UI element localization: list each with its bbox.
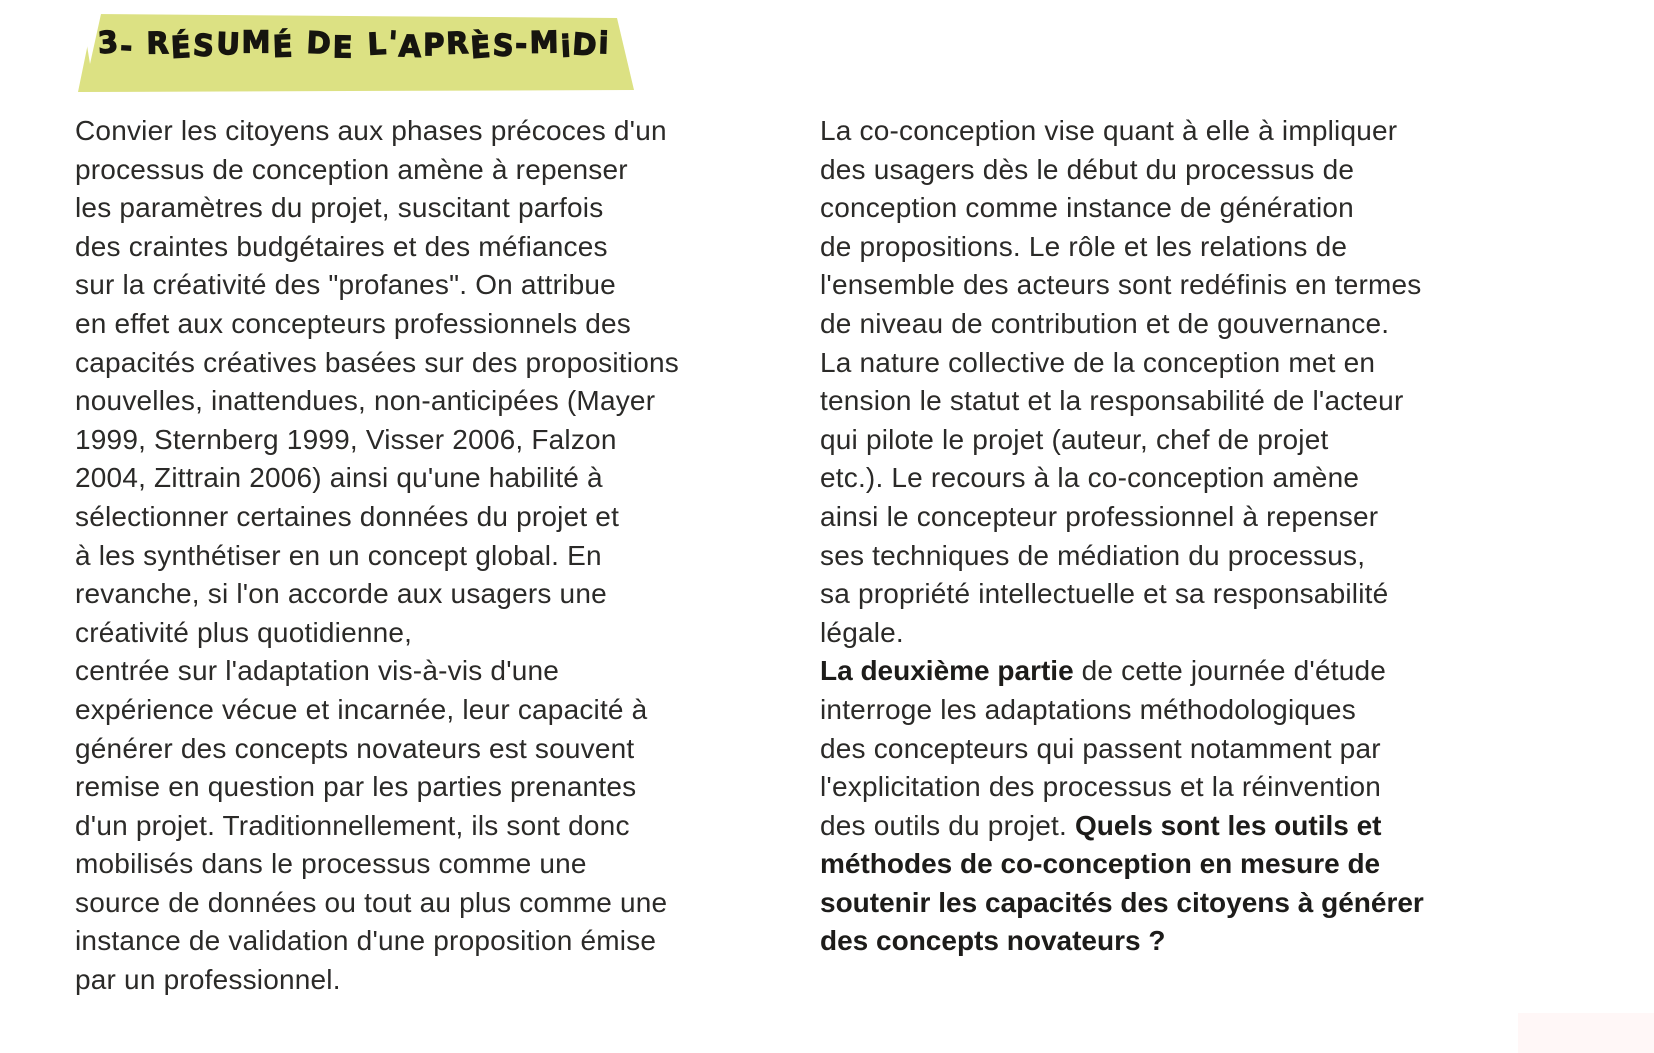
text-line: conception comme instance de génération bbox=[820, 192, 1354, 224]
bold-text: La deuxième partie bbox=[820, 655, 1074, 687]
text-line: mobilisés dans le processus comme une bbox=[75, 848, 587, 880]
bold-text: méthodes de co-conception en mesure de bbox=[820, 848, 1381, 880]
text-line: La deuxième partie de cette journée d'étude bbox=[820, 655, 1387, 687]
text-line: nouvelles, inattendues, non-anticipées (Mayer bbox=[75, 385, 656, 417]
left-text-column bbox=[75, 112, 755, 1000]
text-line: de propositions. Le rôle et les relations de bbox=[820, 230, 1348, 262]
text-line: d'un projet. Traditionnellement, ils sont donc bbox=[75, 809, 630, 841]
page-title-text: 3- RÉSUMÉ DE L'APRÈS-MiDi bbox=[96, 24, 612, 67]
section-title-banner bbox=[68, 6, 648, 98]
text-line: capacités créatives basées sur des propositions bbox=[75, 346, 679, 378]
text-line: ses techniques de médiation du processus, bbox=[820, 539, 1366, 571]
text-line: des outils du projet. Quels sont les outils et bbox=[820, 809, 1382, 841]
text-line: 1999, Sternberg 1999, Visser 2006, Falzon bbox=[75, 423, 617, 455]
text-line: source de données ou tout au plus comme une bbox=[75, 886, 668, 918]
text-line: etc.). Le recours à la co-conception amène bbox=[820, 462, 1360, 494]
text-line: processus de conception amène à repenser bbox=[75, 153, 628, 185]
text-line: des concepteurs qui passent notamment par bbox=[820, 732, 1381, 764]
text-line: 2004, Zittrain 2006) ainsi qu'une habilité à bbox=[75, 462, 603, 494]
text-line: revanche, si l'on accorde aux usagers une bbox=[75, 578, 607, 610]
text-line: les paramètres du projet, suscitant parfois bbox=[75, 192, 604, 224]
text-line: de niveau de contribution et de gouvernance. bbox=[820, 307, 1390, 339]
text-line: centrée sur l'adaptation vis-à-vis d'une bbox=[75, 655, 560, 687]
bold-text: soutenir les capacités des citoyens à générer bbox=[820, 886, 1424, 918]
text-line: des usagers dès le début du processus de bbox=[820, 153, 1355, 185]
text-line: tension le statut et la responsabilité de l'acteur bbox=[820, 385, 1404, 417]
text-line: en effet aux concepteurs professionnels des bbox=[75, 307, 631, 339]
right-text-column bbox=[820, 112, 1520, 961]
text-line: à les synthétiser en un concept global. En bbox=[75, 539, 602, 571]
text-line: des craintes budgétaires et des méfiances bbox=[75, 230, 608, 262]
text-line: par un professionnel. bbox=[75, 964, 341, 996]
text-line: La nature collective de la conception met en bbox=[820, 346, 1376, 378]
bold-text: des concepts novateurs ? bbox=[820, 925, 1166, 957]
text-line: qui pilote le projet (auteur, chef de projet bbox=[820, 423, 1329, 455]
text-line: sélectionner certaines données du projet et bbox=[75, 500, 620, 532]
corner-pink-swatch bbox=[1518, 1013, 1654, 1053]
text-line: créativité plus quotidienne, bbox=[75, 616, 413, 648]
text-line: Convier les citoyens aux phases précoces d'un bbox=[75, 115, 667, 146]
text-line: sa propriété intellectuelle et sa responsabilité bbox=[820, 578, 1389, 610]
text-line bbox=[820, 845, 1520, 884]
text-line: sur la créativité des "profanes". On attribue bbox=[75, 269, 616, 301]
text-line: interroge les adaptations méthodologiques bbox=[820, 693, 1356, 725]
text-line: remise en question par les parties prenantes bbox=[75, 771, 637, 803]
text-line: ainsi le concepteur professionnel à repenser bbox=[820, 500, 1379, 532]
text-line bbox=[820, 922, 1520, 961]
text-line: l'explicitation des processus et la réinvention bbox=[820, 771, 1382, 803]
text-line: générer des concepts novateurs est souvent bbox=[75, 732, 635, 764]
text-line: l'ensemble des acteurs sont redéfinis en termes bbox=[820, 269, 1422, 301]
text-line: légale. bbox=[820, 616, 904, 648]
text-line: expérience vécue et incarnée, leur capacité à bbox=[75, 693, 648, 725]
text-line: instance de validation d'une proposition émise bbox=[75, 925, 657, 957]
bold-text: Quels sont les outils et bbox=[1075, 809, 1382, 841]
text-line: La co-conception vise quant à elle à impliquer bbox=[820, 115, 1398, 146]
text-line bbox=[820, 884, 1520, 923]
